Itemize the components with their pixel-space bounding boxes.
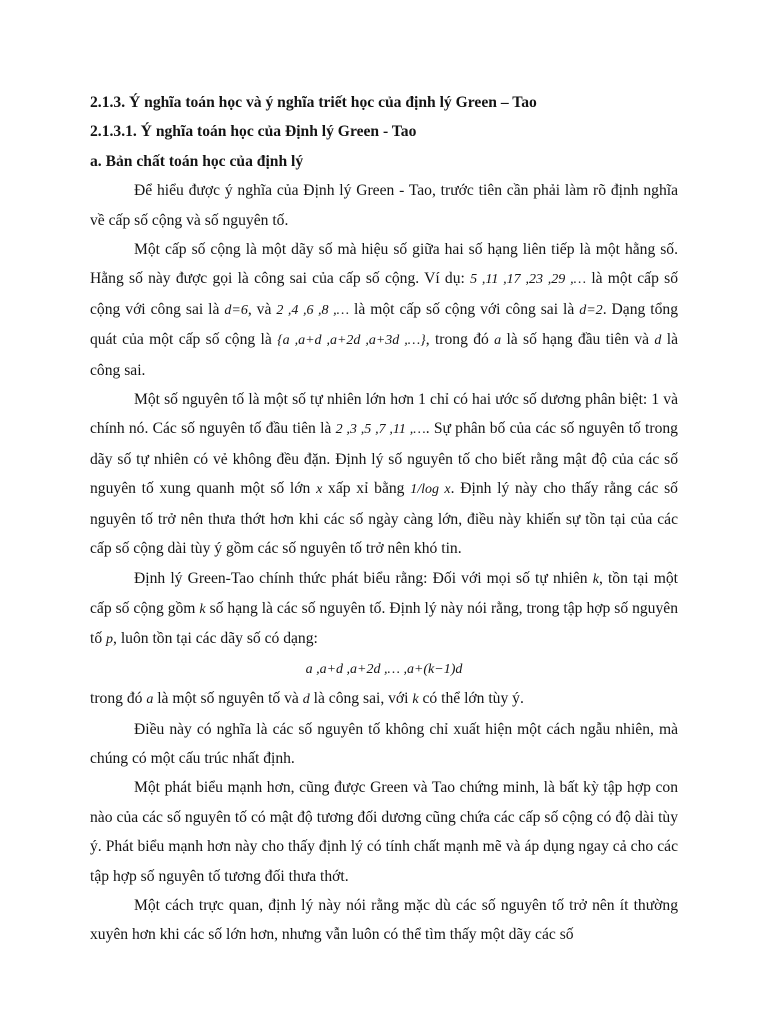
paragraph-primes (90, 385, 678, 563)
text: , tồn tại một cấp số cộng gồm (90, 569, 678, 617)
text: , luôn tồn tại các dãy số có dạng: (113, 630, 318, 648)
math-d: d (654, 333, 662, 349)
subsubsection-heading: a. Bản chất toán học của định lý (90, 152, 304, 170)
text: , và (247, 300, 277, 318)
text: là một cấp số cộng với công sai là (90, 270, 678, 318)
section-heading: 2.1.3. Ý nghĩa toán học và ý nghĩa triết học của định lý Green – Tao (90, 94, 537, 111)
text: là một cấp số cộng với công sai là (349, 300, 580, 318)
math-x: x (316, 482, 323, 498)
text: Định lý Green-Tao chính thức phát biểu rằng: Đối với mọi số tự nhiên (134, 569, 593, 587)
math-d-6: d=6 (224, 302, 248, 318)
text: số hạng là các số nguyên tố. Định lý này nói rằng, trong tập hợp số nguyên tố (90, 599, 678, 648)
paragraph-stronger-statement: Một phát biểu mạnh hơn, cũng được Green và Tao chứng minh, là bất kỳ tập hợp con nào của các số nguyên tố có mật độ tương đối dương cũng chứa các cấp số cộng có độ dài tùy ý. Phát biểu mạnh hơn này cho thấy định lý có tính chất mạnh mẽ và áp dụng ngay cả cho các tập hợp số nguyên tố tương đối thưa thớt. (90, 779, 678, 885)
math-k: k (592, 571, 599, 587)
text: . Dạng tổng quát của một cấp số cộng là (90, 300, 679, 349)
math-primes: 2 ,3 ,5 ,7 ,11 ,… (335, 422, 426, 438)
math-k: k (412, 692, 419, 708)
paragraph-where (90, 684, 678, 714)
subsection-heading: 2.1.3.1. Ý nghĩa toán học của Định lý Green - Tao (90, 123, 417, 141)
math-density: 1/log x (410, 482, 451, 498)
paragraph-intro: Để hiểu được ý nghĩa của Định lý Green - Tao, trước tiên cần phải làm rõ định nghĩa về cấp số cộng và số nguyên tố. (90, 182, 678, 229)
text: là công sai, với (309, 690, 413, 708)
text: xấp xỉ bằng (322, 480, 411, 498)
text: là số hạng đầu tiên và (501, 331, 655, 349)
math-p: p (106, 632, 114, 648)
paragraph-arithmetic-progression (90, 235, 678, 385)
text: . Định lý này cho thấy rằng các số nguyên tố trở nên thưa thớt hơn khi các số ngày càng lớn, điều này khiến sự tồn tại của các cấp số cộng dài tùy ý gồm các số nguyên tố trở nên khó tin. (90, 480, 678, 558)
paragraph-structure: Điều này có nghĩa là các số nguyên tố không chỉ xuất hiện một cách ngẫu nhiên, mà chúng có một cấu trúc nhất định. (90, 720, 678, 767)
text: là một số nguyên tố và (153, 690, 303, 708)
document-page (90, 88, 678, 950)
math-a: a (146, 692, 154, 708)
text: trong đó (90, 690, 147, 708)
paragraph-theorem-statement (90, 564, 678, 655)
math-k: k (199, 601, 206, 617)
math-example-1: 5 ,11 ,17 ,23 ,29 ,… (470, 272, 587, 288)
text: có thể lớn tùy ý. (418, 690, 524, 708)
math-example-2: 2 ,4 ,6 ,8 ,… (276, 302, 350, 318)
math-d: d (302, 692, 310, 708)
text: Một cấp số cộng là một dãy số mà hiệu số giữa hai số hạng liên tiếp là một hằng số. Hằng số này được gọi là công sai của cấp số cộng. Ví dụ: (90, 241, 678, 288)
display-formula: a ,a+d ,a+2d ,… ,a+(k−1)d (305, 661, 463, 677)
text: là công sai. (90, 331, 678, 379)
math-general-form: {a ,a+d ,a+2d ,a+3d ,…} (277, 333, 426, 349)
math-d-2: d=2 (579, 302, 603, 318)
text: , trong đó (425, 331, 495, 349)
paragraph-intuition: Một cách trực quan, định lý này nói rằng mặc dù các số nguyên tố trở nên ít thường xuyên hơn khi các số lớn hơn, nhưng vẫn luôn có thể tìm thấy một dãy các số (90, 896, 678, 944)
text: . Sự phân bố của các số nguyên tố trong dãy số tự nhiên có vẻ không đều đặn. Định lý số nguyên tố cho biết rằng mật độ của các số nguyên tố xung quanh một số lớn (90, 420, 678, 498)
text: Một số nguyên tố là một số tự nhiên lớn hơn 1 chỉ có hai ước số dương phân biệt: 1 và chính nó. Các số nguyên tố đầu tiên là (90, 391, 678, 438)
math-a: a (494, 333, 502, 349)
